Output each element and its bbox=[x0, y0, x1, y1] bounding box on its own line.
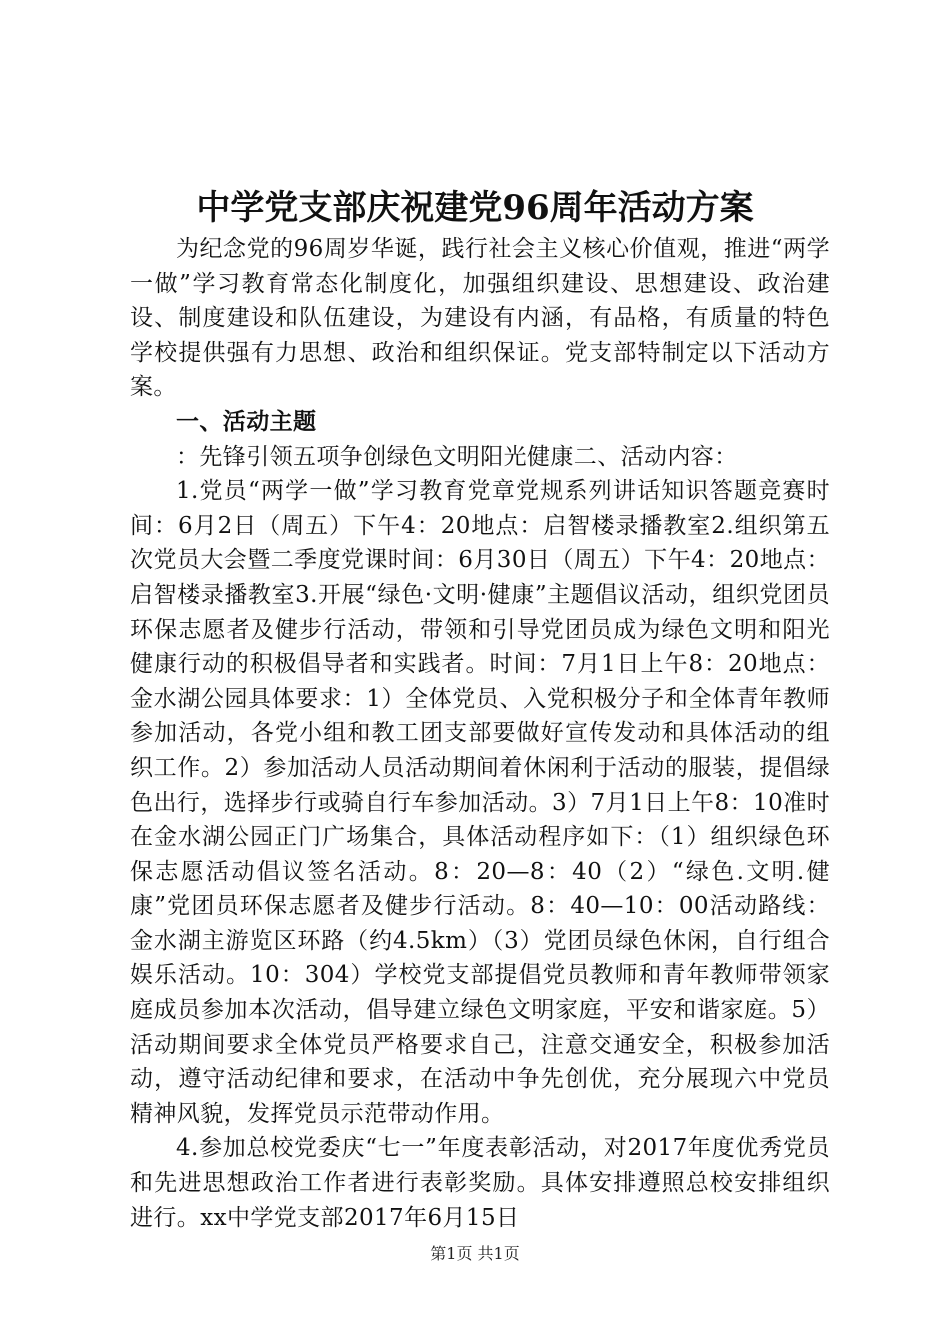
document-body bbox=[130, 232, 830, 1235]
activity-details-paragraph: 1.党员“两学一做”学习教育党章党规系列讲话知识答题竞赛时间：6月2日（周五）下午4：20地点：启智楼录播教室2.组织第五次党员大会暨二季度党课时间：6月30日（周五）下午4：20地点：启智楼录播教室3.开展“绿色·文明·健康”主题倡议活动，组织党团员环保志愿者及健步行活动，带领和引导党团员成为绿色文明和阳光健康行动的积极倡导者和实践者。时间：7月1日上午8：20地点：金水湖公园具体要求：1）全体党员、入党积极分子和全体青年教师参加活动，各党小组和教工团支部要做好宣传发动和具体活动的组织工作。2）参加活动人员活动期间着休闲利于活动的服装，提倡绿色出行，选择步行或骑自行车参加活动。3）7月1日上午8：10准时在金水湖公园正门广场集合，具体活动程序如下：（1）组织绿色环保志愿活动倡议签名活动。8：20—8：40（2）“绿色.文明.健康”党团员环保志愿者及健步行活动。8：40—10：00活动路线：金水湖主游览区环路（约4.5km）（3）党团员绿色休闲，自行组合娱乐活动。10：304）学校党支部提倡党员教师和青年教师带领家庭成员参加本次活动，倡导建立绿色文明家庭，平安和谐家庭。5）活动期间要求全体党员严格要求自己，注意交通安全，积极参加活动，遵守活动纪律和要求，在活动中争先创优，充分展现六中党员精神风貌，发挥党员示范带动作用。 bbox=[130, 478, 830, 1127]
page-footer: 第1页 共1页 bbox=[430, 1244, 520, 1263]
section-heading-theme: 一、活动主题 bbox=[176, 407, 317, 435]
theme-paragraph: ：先锋引领五项争创绿色文明阳光健康二、活动内容： bbox=[176, 443, 738, 470]
intro-paragraph: 为纪念党的96周岁华诞，践行社会主义核心价值观，推进“两学一做”学习教育常态化制度化，加强组织建设、思想建设、政治建设、制度建设和队伍建设，为建设有内涵，有品格，有质量的特色学校提供强有力思想、政治和组织保证。党支部特制定以下活动方案。 bbox=[130, 236, 830, 401]
document-title: 中学党支部庆祝建党96周年活动方案 bbox=[196, 188, 754, 228]
closing-paragraph: 4.参加总校党委庆“七一”年度表彰活动，对2017年度优秀党员和先进思想政治工作者进行表彰奖励。具体安排遵照总校安排组织进行。xx中学党支部2017年6月15日 bbox=[130, 1135, 830, 1231]
